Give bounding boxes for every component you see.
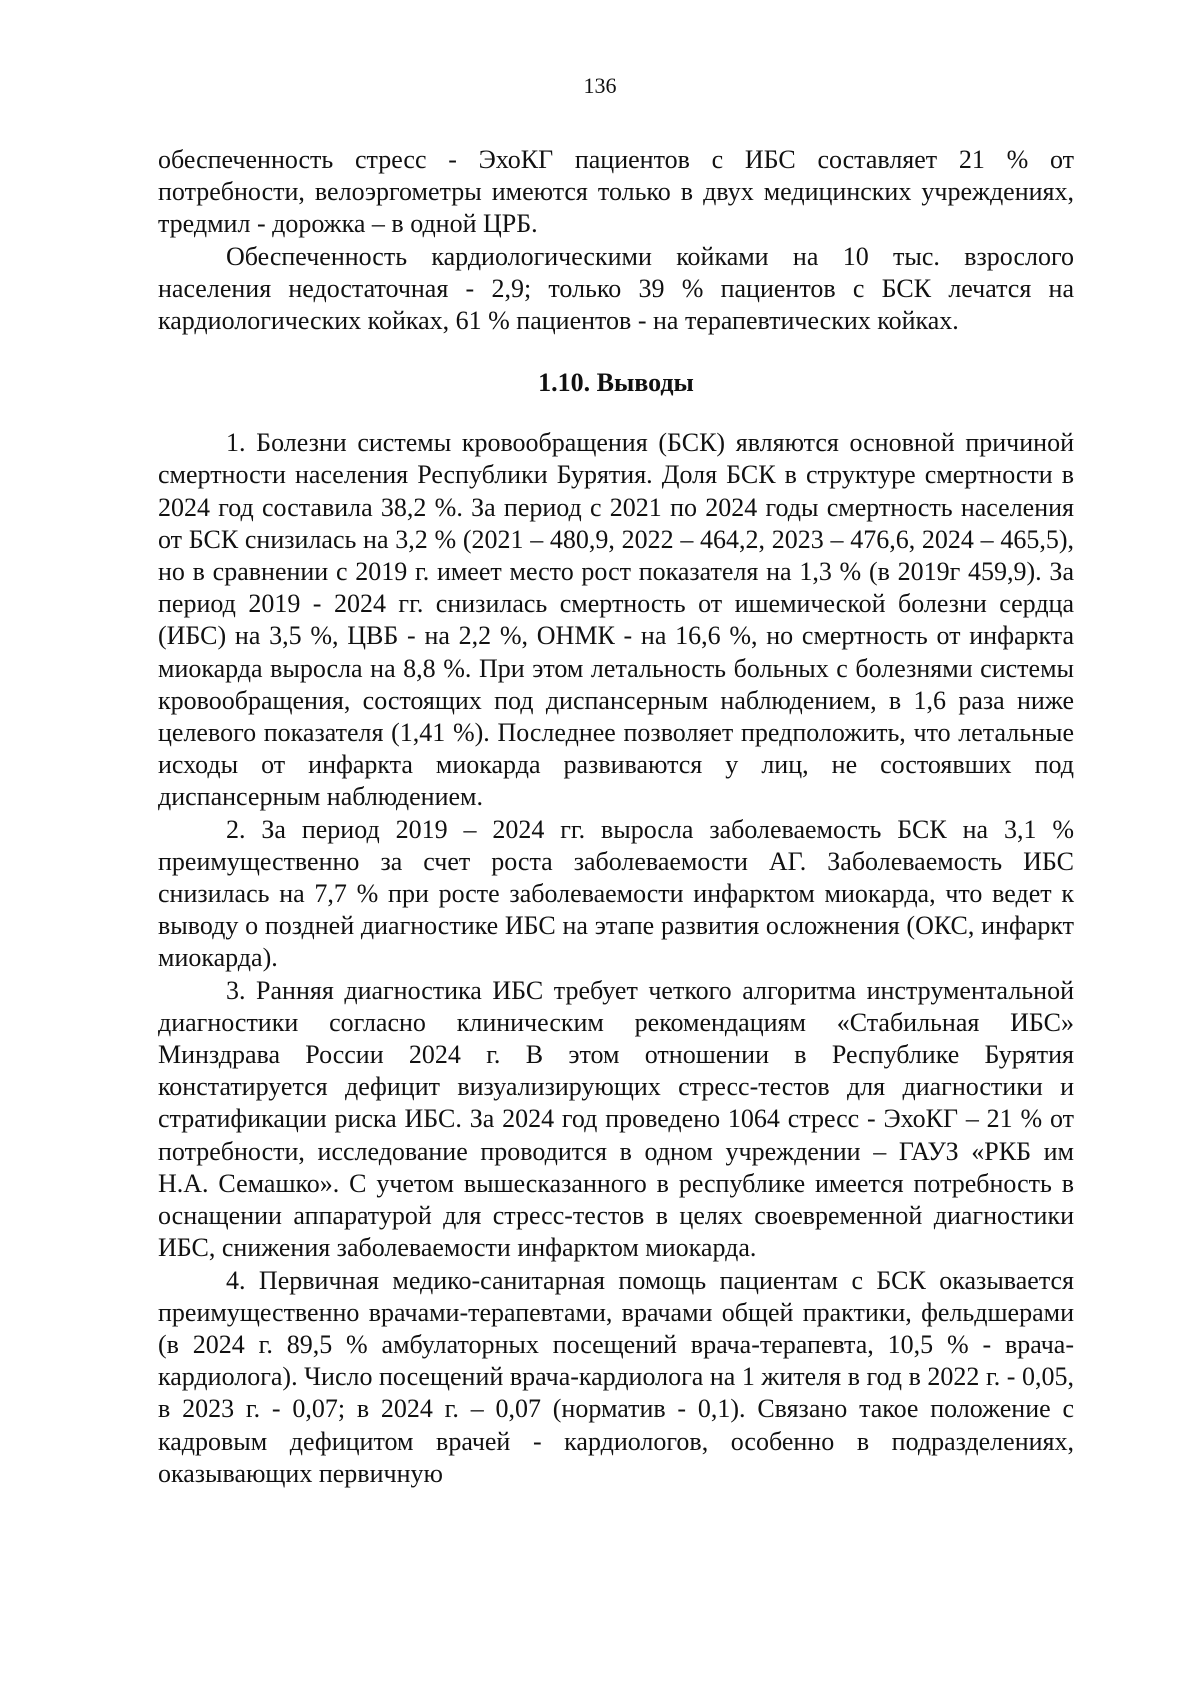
- page-number: 136: [583, 73, 617, 98]
- section-heading: 1.10. Выводы: [538, 368, 694, 398]
- paragraph-cardiology-beds: Обеспеченность кардиологическими койками на 10 тыс. взрослого населения недостаточная - 2,9; только 39 % пациентов с БСК лечатся на кардиологических койках, 61 % пациентов - на терапевтических койках.: [158, 241, 1074, 336]
- conclusion-item-1: 1. Болезни системы кровообращения (БСК) являются основной причиной смертности населения Республики Бурятия. Доля БСК в структуре смертности в 2024 год составила 38,2 %. За период с 2021 по 2024 годы смертность населения от БСК снизилась на 3,2 % (2021 – 480,9, 2022 – 464,2, 2023 – 476,6, 2024 – 465,5), но в сравнении с 2019 г. имеет место рост показателя на 1,3 % (в 2019г 459,9). За период 2019 - 2024 гг. снизилась смертность от ишемической болезни сердца (ИБС) на 3,5 %, ЦВБ - на 2,2 %, ОНМК - на 16,6 %, но смертность от инфаркта миокарда выросла на 8,8 %. При этом летальность больных с болезнями системы кровообращения, состоящих под диспансерным наблюдением, в 1,6 раза ниже целевого показателя (1,41 %). Последнее позволяет предположить, что летальные исходы от инфаркта миокарда развиваются у лиц, не состоявших под диспансерным наблюдением.: [158, 428, 1074, 812]
- page-body: [158, 144, 1074, 1490]
- conclusion-item-4: 4. Первичная медико-санитарная помощь пациентам с БСК оказывается преимущественно врачами-терапевтами, врачами общей практики, фельдшерами (в 2024 г. 89,5 % амбулаторных посещений врача-терапевта, 10,5 % - врача-кардиолога). Число посещений врача-кардиолога на 1 жителя в год в 2022 г. - 0,05, в 2023 г. - 0,07; в 2024 г. – 0,07 (норматив - 0,1). Связано такое положение с кадровым дефицитом врачей - кардиологов, особенно в подразделениях, оказывающих первичную: [158, 1265, 1074, 1488]
- paragraph-continuation: обеспеченность стресс - ЭхоКГ пациентов с ИБС составляет 21 % от потребности, велоэргометры имеются только в двух медицинских учреждениях, тредмил - дорожка – в одной ЦРБ.: [158, 145, 1074, 239]
- conclusion-item-2: 2. За период 2019 – 2024 гг. выросла заболеваемость БСК на 3,1 % преимущественно за счет роста заболеваемости АГ. Заболеваемость ИБС снизилась на 7,7 % при росте заболеваемости инфарктом миокарда, что ведет к выводу о поздней диагностике ИБС на этапе развития осложнения (ОКС, инфаркт миокарда).: [158, 814, 1074, 973]
- conclusion-item-3: 3. Ранняя диагностика ИБС требует четкого алгоритма инструментальной диагностики согласно клиническим рекомендациям «Стабильная ИБС» Минздрава России 2024 г. В этом отношении в Республике Бурятия констатируется дефицит визуализирующих стресс-тестов для диагностики и стратификации риска ИБС. За 2024 год проведено 1064 стресс - ЭхоКГ – 21 % от потребности, исследование проводится в одном учреждении – ГАУЗ «РКБ им Н.А. Семашко». С учетом вышесказанного в республике имеется потребность в оснащении аппаратурой для стресс-тестов в целях своевременной диагностики ИБС, снижения заболеваемости инфарктом миокарда.: [158, 975, 1074, 1263]
